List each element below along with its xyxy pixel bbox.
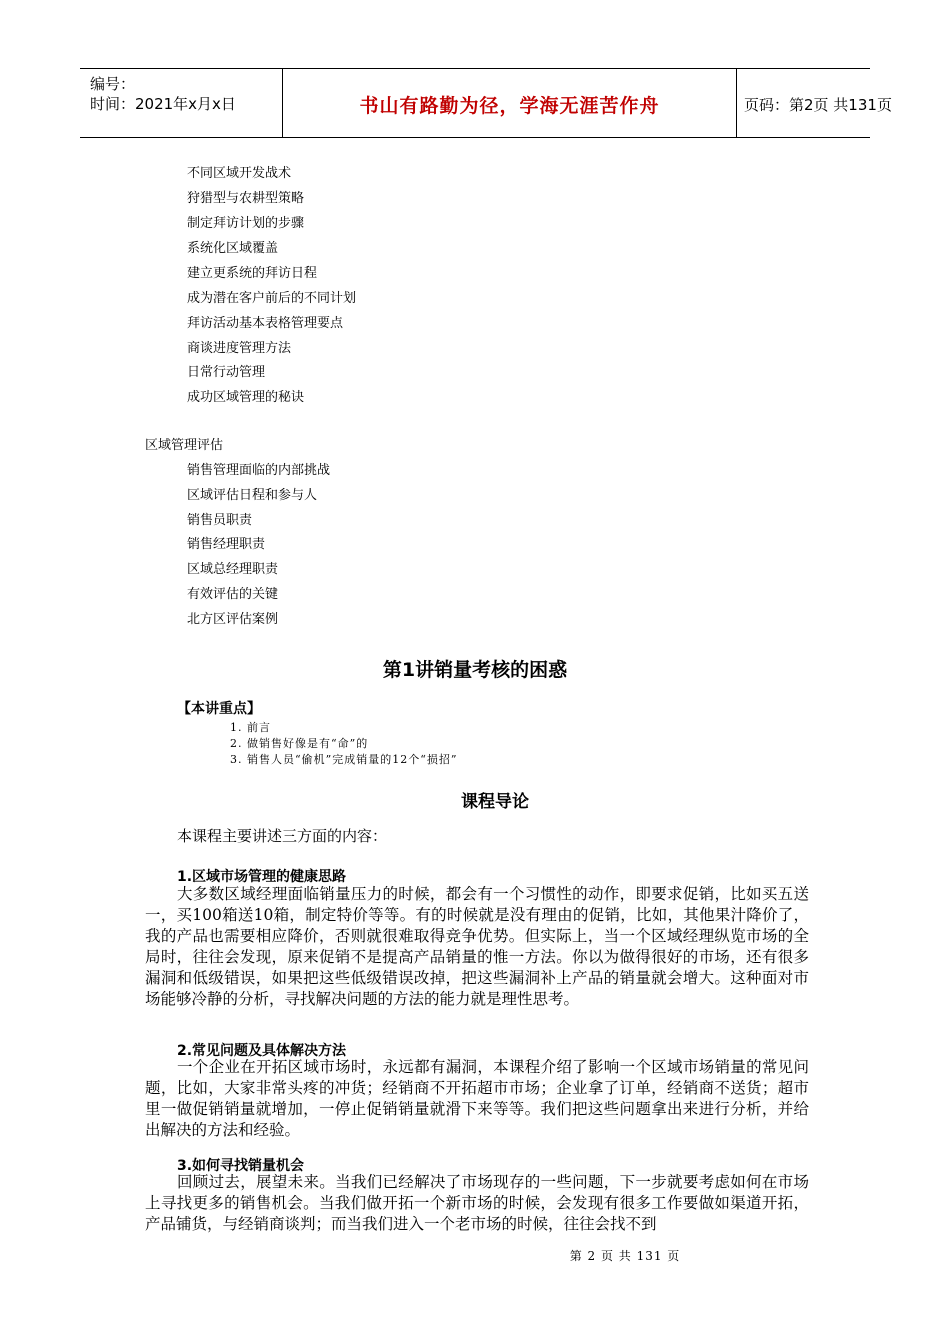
list-item: 成为潜在客户前后的不同计划 [187, 291, 357, 306]
section-paragraph: 回顾过去，展望未来。当我们已经解决了市场现存的一些问题，下一步就要考虑如何在市场上寻找更多的销售机会。当我们做开拓一个新市场的时候，会发现有很多工作要做如渠道开拓，产品铺货，与经销商谈判；而当我们进入一个老市场的时候，往往会找不到 [145, 1173, 809, 1233]
list-item: 区域评估日程和参与人 [187, 488, 318, 503]
section-heading: 2.常见问题及具体解决方法 [177, 1043, 347, 1059]
list-item: 有效评估的关键 [187, 587, 279, 602]
page-label: 页码：第2页 共131页 [744, 96, 892, 114]
header-meta-cell [80, 69, 282, 137]
list-item: 建立更系统的拜访日程 [187, 266, 318, 281]
section-paragraph: 大多数区域经理面临销量压力的时候，都会有一个习惯性的动作，即要求促销，比如买五送一，买100箱送10箱，制定特价等等。有的时候就是没有理由的促销，比如，其他果汁降价了，我的产品也需要相应降价，否则就很难取得竞争优势。但实际上，当一个区域经理纵览市场的全局时，往往会发现，原来促销不是提高产品销量的惟一方法。你以为做得很好的市场，还有很多漏洞和低级错误，如果把这些低级错误改掉，把这些漏洞补上产品的销量就会增大。这种面对市场能够冷静的分析，寻找解决问题的方法的能力就是理性思考。 [145, 885, 809, 1008]
number-label: 编号： [90, 75, 136, 93]
list-item: 销售经理职责 [187, 537, 266, 552]
section-title: 区域管理评估 [145, 438, 224, 453]
lecture-title: 第1讲销量考核的困惑 [382, 659, 568, 681]
list-item: 日常行动管理 [187, 365, 266, 380]
key-point: 2. 做销售好像是有“命”的 [230, 737, 369, 750]
list-item: 拜访活动基本表格管理要点 [187, 316, 344, 331]
list-item: 成功区域管理的秘诀 [187, 390, 305, 405]
list-item: 狩猎型与农耕型策略 [187, 191, 305, 206]
header-motto-cell [282, 69, 737, 137]
list-item: 区域总经理职责 [187, 562, 279, 577]
list-item: 北方区评估案例 [187, 612, 279, 627]
time-label: 时间：2021年x月x日 [90, 95, 236, 113]
section-heading: 1.区域市场管理的健康思路 [177, 869, 347, 885]
section-paragraph: 一个企业在开拓区域市场时，永远都有漏洞，本课程介绍了影响一个区域市场销量的常见问题，比如，大家非常头疼的冲货；经销商不开拓超市市场；企业拿了订单，经销商不送货；超市里一做促销销量就增加，一停止促销销量就滑下来等等。我们把这些问题拿出来进行分析，并给出解决的方法和经验。 [145, 1058, 809, 1139]
list-item: 销售员职责 [187, 513, 253, 528]
header-page-cell [736, 69, 892, 137]
intro-title: 课程导论 [461, 792, 529, 812]
page-footer: 第 2 页 共 131 页 [569, 1249, 681, 1263]
list-item: 制定拜访计划的步骤 [187, 216, 305, 231]
list-item: 不同区域开发战术 [187, 166, 292, 181]
list-item: 系统化区域覆盖 [187, 241, 279, 256]
page-header [80, 68, 892, 138]
section-heading: 3.如何寻找销量机会 [177, 1158, 305, 1174]
motto: 书山有路勤为径，学海无涯苦作舟 [359, 95, 660, 117]
intro-lead: 本课程主要讲述三方面的内容： [177, 827, 388, 845]
key-point: 1. 前言 [230, 721, 271, 734]
list-item: 商谈进度管理方法 [187, 341, 292, 356]
key-points-title: 【本讲重点】 [177, 701, 261, 717]
key-point: 3. 销售人员“偷机”完成销量的12个“损招” [230, 753, 458, 766]
list-item: 销售管理面临的内部挑战 [187, 463, 331, 478]
